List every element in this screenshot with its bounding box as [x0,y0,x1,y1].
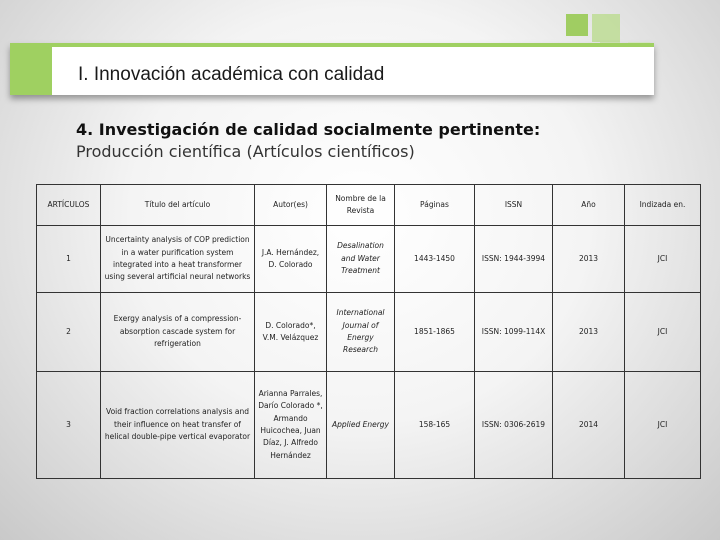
articles-table-wrapper [36,184,700,479]
section-subheading: Producción científica (Artículos científicos) [76,142,415,161]
year: 2014 [553,372,625,479]
header-cell: ISSN [475,185,553,226]
article-title: Exergy analysis of a compression-absorption cascade system for refrigeration [101,293,255,372]
journal-name: Applied Energy [327,372,395,479]
header-cell: Indizada en. [625,185,701,226]
article-authors: J.A. Hernández, D. Colorado [255,226,327,293]
indexed-in: JCI [625,372,701,479]
article-authors: D. Colorado*, V.M. Velázquez [255,293,327,372]
header-cell: Año [553,185,625,226]
article-title: Void fraction correlations analysis and their influence on heat transfer of helical double-pipe vertical evaporator [101,372,255,479]
journal-name: International Journal of Energy Research [327,293,395,372]
year: 2013 [553,226,625,293]
header-cell: ARTÍCULOS [37,185,101,226]
section-heading [76,120,540,139]
header-cell: Autor(es) [255,185,327,226]
decor-square [592,14,620,42]
row-number: 3 [37,372,101,479]
article-authors: Arianna Parrales, Darío Colorado *, Armando Huicochea, Juan Díaz, J. Alfredo Hernández [255,372,327,479]
header-cell: Título del artículo [101,185,255,226]
indexed-in: JCI [625,293,701,372]
indexed-in: JCI [625,226,701,293]
row-number: 2 [37,293,101,372]
issn: ISSN: 1099-114X [475,293,553,372]
row-number: 1 [37,226,101,293]
table-row [37,293,701,372]
pages: 1443-1450 [395,226,475,293]
table-row [37,226,701,293]
slide-title: I. Innovación académica con calidad [78,64,385,85]
articles-table [36,184,701,479]
pages: 1851-1865 [395,293,475,372]
header-cell: Nombre de la Revista [327,185,395,226]
header-cell: Páginas [395,185,475,226]
article-title: Uncertainty analysis of COP prediction in a water purification system integrated into a heat transformer using several artificial neural networks [101,226,255,293]
journal-name: Desalination and Water Treatment [327,226,395,293]
decor-square [566,14,588,36]
issn: ISSN: 0306-2619 [475,372,553,479]
year: 2013 [553,293,625,372]
section-heading-bold: 4. Investigación de calidad socialmente pertinente: [76,120,541,139]
table-header-row [37,185,701,226]
issn: ISSN: 1944-3994 [475,226,553,293]
pages: 158-165 [395,372,475,479]
table-row [37,372,701,479]
